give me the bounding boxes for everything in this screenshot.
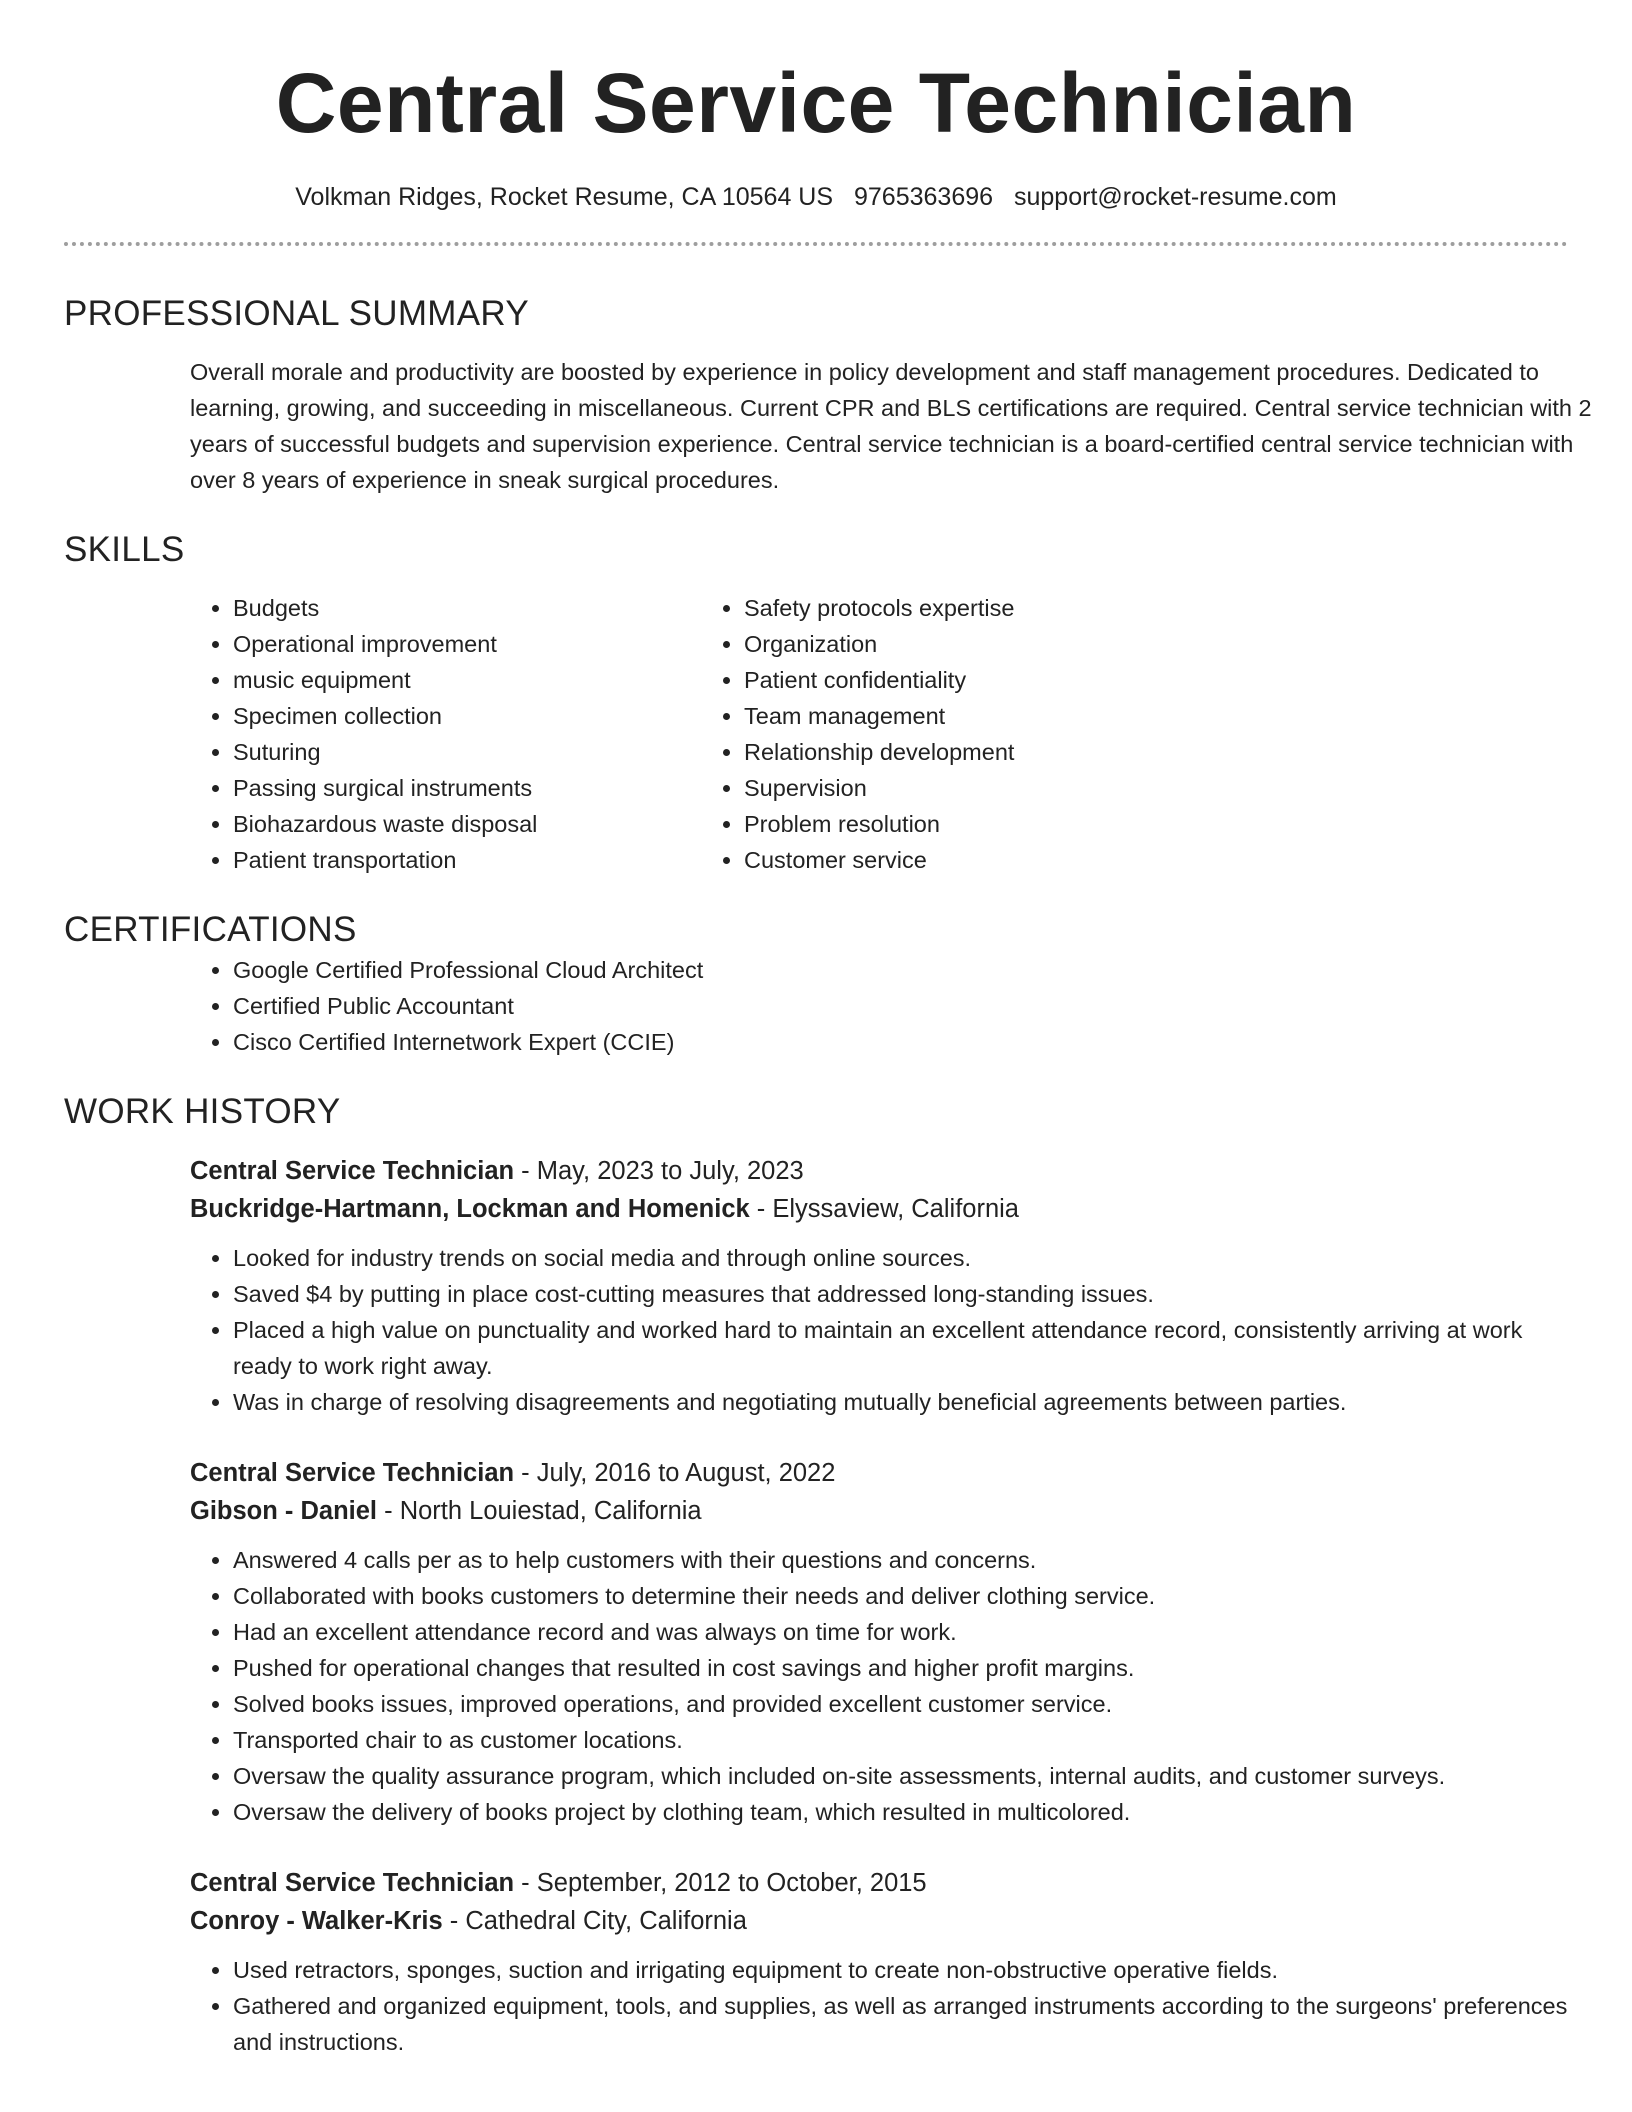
skills-list-right [575, 590, 1255, 878]
job-bullet: • Saved $4 by putting in place cost-cutting measures that addressed long-standing issues. [233, 1276, 1568, 1312]
skill-item: • Team management [744, 698, 1255, 734]
certification-item: • Cisco Certified Internetwork Expert (CCIE) [233, 1024, 1568, 1060]
skill-item: • music equipment [233, 662, 744, 698]
job-company: Conroy - Walker-Kris [190, 1907, 443, 1935]
skill-item: • Supervision [744, 770, 1255, 806]
job-entry [190, 1152, 1568, 1420]
summary-section [64, 292, 1592, 498]
job-bullet: • Pushed for operational changes that resulted in cost savings and higher profit margins. [233, 1650, 1568, 1686]
job-location: - Cathedral City, California [442, 1907, 747, 1935]
job-title: Central Service Technician [190, 1157, 515, 1185]
candidate-name: Central Service Technician [275, 56, 1357, 150]
address: Volkman Ridges, Rocket Resume, CA 10564 US [295, 183, 834, 211]
job-bullet: • Placed a high value on punctuality and worked hard to maintain an excellent attendance record, consistently arriving at work ready to work right away. [233, 1312, 1568, 1384]
work-history-heading: WORK HISTORY [64, 1092, 341, 1131]
job-bullet: • Collaborated with books customers to determine their needs and deliver clothing service. [233, 1578, 1568, 1614]
job-dates: - September, 2012 to October, 2015 [514, 1869, 927, 1897]
skill-item: • Safety protocols expertise [744, 590, 1255, 626]
phone: 9765363696 [854, 183, 994, 211]
job-dates: - July, 2016 to August, 2022 [514, 1459, 836, 1487]
skills-columns [64, 590, 1568, 878]
job-bullet: • Transported chair to as customer locations. [233, 1722, 1568, 1758]
job-title: Central Service Technician [190, 1869, 515, 1897]
job-bullet: • Was in charge of resolving disagreements and negotiating mutually beneficial agreements between parties. [233, 1384, 1568, 1420]
skill-item: • Patient confidentiality [744, 662, 1255, 698]
skill-item: • Operational improvement [233, 626, 744, 662]
certifications-list [64, 952, 1568, 1060]
job-bullet: • Had an excellent attendance record and was always on time for work. [233, 1614, 1568, 1650]
job-company: Buckridge-Hartmann, Lockman and Homenick [190, 1195, 750, 1223]
skills-section [64, 528, 1568, 878]
job-location: - North Louiestad, California [377, 1497, 702, 1525]
job-title-line [190, 1454, 1568, 1492]
job-entry [190, 1454, 1568, 1830]
skill-item: • Patient transportation [233, 842, 744, 878]
work-history-section [64, 1090, 1568, 2060]
job-bullet: • Gathered and organized equipment, tools, and supplies, as well as arranged instruments according to the surgeons' preferences and instructions. [233, 1988, 1568, 2060]
job-bullet: • Looked for industry trends on social media and through online sources. [233, 1240, 1568, 1276]
header-divider [64, 242, 1568, 246]
certifications-heading: CERTIFICATIONS [64, 910, 357, 949]
skill-item: • Problem resolution [744, 806, 1255, 842]
skill-item: • Specimen collection [233, 698, 744, 734]
summary-heading: PROFESSIONAL SUMMARY [64, 294, 529, 333]
job-bullet: • Oversaw the quality assurance program, which included on-site assessments, internal audits, and customer surveys. [233, 1758, 1568, 1794]
skill-item: • Organization [744, 626, 1255, 662]
job-bullet: • Oversaw the delivery of books project by clothing team, which resulted in multicolored. [233, 1794, 1568, 1830]
certifications-section [64, 908, 1568, 1060]
skill-item: • Relationship development [744, 734, 1255, 770]
job-dates: - May, 2023 to July, 2023 [514, 1157, 804, 1185]
job-title: Central Service Technician [190, 1459, 515, 1487]
job-title-line [190, 1152, 1568, 1190]
job-bullet: • Answered 4 calls per as to help customers with their questions and concerns. [233, 1542, 1568, 1578]
certification-item: • Google Certified Professional Cloud Architect [233, 952, 1568, 988]
job-company: Gibson - Daniel [190, 1497, 378, 1525]
certification-item: • Certified Public Accountant [233, 988, 1568, 1024]
contact-line [64, 180, 1568, 214]
job-bullets [190, 1542, 1568, 1830]
job-bullet: • Used retractors, sponges, suction and irrigating equipment to create non-obstructive operative fields. [233, 1952, 1568, 1988]
email: support@rocket-resume.com [1014, 183, 1337, 211]
skills-heading: SKILLS [64, 530, 185, 569]
job-company-line [190, 1492, 1568, 1530]
job-location: - Elyssaview, California [749, 1195, 1019, 1223]
job-bullets [190, 1240, 1568, 1420]
skill-item: • Suturing [233, 734, 744, 770]
summary-text: Overall morale and productivity are boosted by experience in policy development and staff management procedures. Dedicated to learning, growing, and succeeding in miscellaneous. Current CPR and BLS certifications are required. Central service technician with 2 years of successful budgets and supervision experience. Central service technician is a board-certified central service technician with over 8 years of experience in sneak surgical procedures. [190, 359, 1592, 493]
skill-item: • Passing surgical instruments [233, 770, 744, 806]
job-title-line [190, 1864, 1568, 1902]
skill-item: • Budgets [233, 590, 744, 626]
skill-item: • Biohazardous waste disposal [233, 806, 744, 842]
skill-item: • Customer service [744, 842, 1255, 878]
job-entry [190, 1864, 1568, 2060]
job-bullets [190, 1952, 1568, 2060]
job-company-line [190, 1902, 1568, 1940]
job-bullet: • Solved books issues, improved operations, and provided excellent customer service. [233, 1686, 1568, 1722]
job-company-line [190, 1190, 1568, 1228]
